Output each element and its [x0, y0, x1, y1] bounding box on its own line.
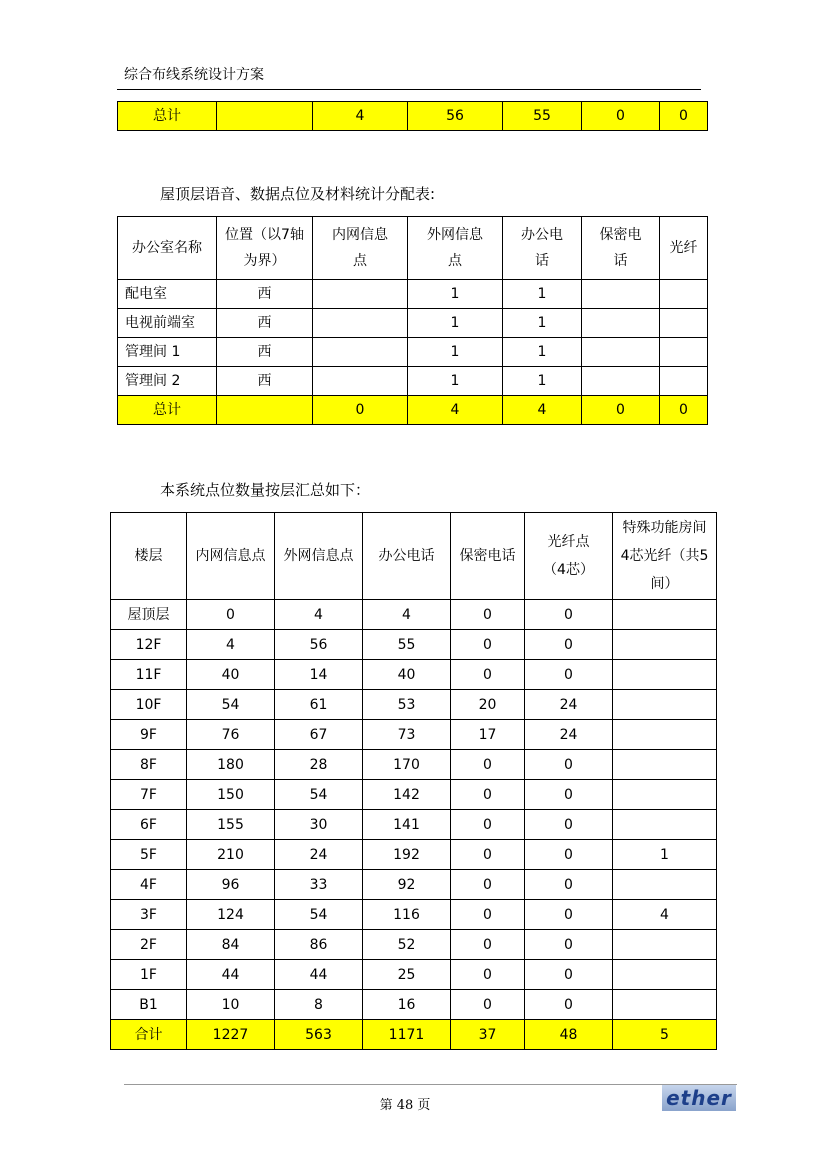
table-cell: 0 [525, 660, 613, 690]
table-row [111, 780, 717, 810]
table-cell: 西 [217, 338, 313, 367]
table-cell [582, 338, 660, 367]
table-cell [613, 990, 717, 1020]
table-cell: 0 [451, 750, 525, 780]
table-cell: 12F [111, 630, 187, 660]
table-row [111, 690, 717, 720]
column-header: 办公电话 [503, 217, 582, 280]
table-cell: 24 [525, 720, 613, 750]
table-cell: 1 [408, 309, 503, 338]
table-cell: 40 [187, 660, 275, 690]
table-cell: 4 [363, 600, 451, 630]
table-cell: 48 [525, 1020, 613, 1050]
table-row-total [118, 396, 708, 425]
table-cell: 40 [363, 660, 451, 690]
table-cell: 8 [275, 990, 363, 1020]
table-cell: 0 [660, 396, 708, 425]
table-cell: 0 [451, 900, 525, 930]
table-cell: 1 [408, 367, 503, 396]
table-cell: 4 [408, 396, 503, 425]
floor-summary-heading: 本系统点位数量按层汇总如下： [160, 481, 371, 499]
column-header: 楼层 [111, 513, 187, 600]
table-cell [613, 600, 717, 630]
table-cell: 0 [451, 600, 525, 630]
table-row [111, 600, 717, 630]
table-cell: 54 [275, 900, 363, 930]
table-cell: 14 [275, 660, 363, 690]
table-cell: 180 [187, 750, 275, 780]
table-cell: 4F [111, 870, 187, 900]
table-cell: 170 [363, 750, 451, 780]
rooftop-table-heading: 屋顶层语音、数据点位及材料统计分配表: [160, 185, 436, 203]
column-header: 保密电话 [451, 513, 525, 600]
table-cell: 55 [503, 102, 582, 131]
column-header: 办公电话 [363, 513, 451, 600]
table-cell: 4 [187, 630, 275, 660]
table-row [111, 990, 717, 1020]
table-cell: 0 [525, 780, 613, 810]
table-cell [217, 102, 313, 131]
table-cell: 56 [408, 102, 503, 131]
table-cell: 142 [363, 780, 451, 810]
table-cell: 16 [363, 990, 451, 1020]
table-row [111, 900, 717, 930]
table-cell [217, 396, 313, 425]
table-cell: 1 [503, 367, 582, 396]
table-cell: 0 [451, 780, 525, 810]
table-cell [613, 810, 717, 840]
table-cell: 0 [582, 102, 660, 131]
column-header: 办公室名称 [118, 217, 217, 280]
table-header-row [118, 217, 708, 280]
table-cell: 1 [503, 338, 582, 367]
table-cell: 4 [503, 396, 582, 425]
table-cell: 1 [613, 840, 717, 870]
column-header: 特殊功能房间4芯光纤（共5间） [613, 513, 717, 600]
table-cell: 管理间 1 [118, 338, 217, 367]
table-cell: 屋顶层 [111, 600, 187, 630]
table-cell: 67 [275, 720, 363, 750]
table-cell: 0 [525, 840, 613, 870]
table-cell [613, 660, 717, 690]
table-cell: 150 [187, 780, 275, 810]
table-cell: 3F [111, 900, 187, 930]
table-cell [660, 367, 708, 396]
table-cell: 73 [363, 720, 451, 750]
table-cell: 2F [111, 930, 187, 960]
table-row [111, 840, 717, 870]
column-header: 保密电话 [582, 217, 660, 280]
footer-rule [124, 1084, 737, 1085]
header-rule [117, 89, 701, 90]
table-cell: 563 [275, 1020, 363, 1050]
table-cell: 53 [363, 690, 451, 720]
previous-floor-total-table [117, 101, 708, 131]
table-row [111, 660, 717, 690]
table-cell: 0 [582, 396, 660, 425]
column-header: 内网信息点 [313, 217, 408, 280]
table-cell: 124 [187, 900, 275, 930]
table-cell: 10 [187, 990, 275, 1020]
table-cell [613, 870, 717, 900]
table-cell [582, 280, 660, 309]
table-cell: 0 [525, 870, 613, 900]
table-cell [613, 750, 717, 780]
table-cell: 24 [275, 840, 363, 870]
table-cell: 55 [363, 630, 451, 660]
table-cell: 0 [525, 990, 613, 1020]
table-cell: 54 [187, 690, 275, 720]
table-cell: 0 [525, 960, 613, 990]
table-cell [613, 720, 717, 750]
table-cell [613, 690, 717, 720]
table-cell [313, 338, 408, 367]
column-header: 位置（以7轴为界） [217, 217, 313, 280]
table-cell: 西 [217, 280, 313, 309]
table-cell: 0 [525, 900, 613, 930]
table-cell: 6F [111, 810, 187, 840]
table-cell: 155 [187, 810, 275, 840]
table-cell: 1 [408, 338, 503, 367]
table-cell [660, 338, 708, 367]
table-cell: 30 [275, 810, 363, 840]
table-cell: 1F [111, 960, 187, 990]
table-cell: 0 [525, 930, 613, 960]
table-row [118, 338, 708, 367]
ether-logo: ether [662, 1085, 736, 1111]
table-cell: 52 [363, 930, 451, 960]
table-cell: 管理间 2 [118, 367, 217, 396]
table-row [118, 309, 708, 338]
table-cell: 0 [525, 600, 613, 630]
table-cell: 44 [275, 960, 363, 990]
table-cell: 0 [451, 930, 525, 960]
table-cell: 0 [187, 600, 275, 630]
table-row [111, 750, 717, 780]
table-cell: 28 [275, 750, 363, 780]
table-cell: 1 [503, 280, 582, 309]
table-cell: 33 [275, 870, 363, 900]
table-cell: 4 [313, 102, 408, 131]
table-row [111, 810, 717, 840]
table-cell: 210 [187, 840, 275, 870]
table-cell: 0 [451, 990, 525, 1020]
table-cell: 0 [525, 630, 613, 660]
table-cell: 4 [275, 600, 363, 630]
table-cell: 0 [451, 810, 525, 840]
document-header-title: 综合布线系统设计方案 [124, 67, 264, 83]
table-cell: 92 [363, 870, 451, 900]
table-cell: 84 [187, 930, 275, 960]
rooftop-distribution-table [117, 216, 708, 425]
table-cell: 11F [111, 660, 187, 690]
table-cell: 5 [613, 1020, 717, 1050]
table-cell: 20 [451, 690, 525, 720]
table-cell [582, 367, 660, 396]
table-cell [613, 960, 717, 990]
table-row-total [118, 102, 708, 131]
table-cell: 76 [187, 720, 275, 750]
table-cell: 56 [275, 630, 363, 660]
table-cell [313, 367, 408, 396]
table-row [111, 630, 717, 660]
table-cell: 1 [408, 280, 503, 309]
table-header-row [111, 513, 717, 600]
table-cell: 4 [613, 900, 717, 930]
table-cell: 96 [187, 870, 275, 900]
table-cell: 61 [275, 690, 363, 720]
table-cell [613, 780, 717, 810]
column-header: 内网信息点 [187, 513, 275, 600]
table-cell: 0 [525, 750, 613, 780]
table-cell [613, 630, 717, 660]
table-cell: 54 [275, 780, 363, 810]
table-cell: 0 [451, 660, 525, 690]
table-row-total [111, 1020, 717, 1050]
table-cell: 0 [451, 630, 525, 660]
table-cell: 0 [313, 396, 408, 425]
table-cell: 1227 [187, 1020, 275, 1050]
column-header: 光纤 [660, 217, 708, 280]
table-cell [660, 309, 708, 338]
table-cell: 1 [503, 309, 582, 338]
table-cell: 37 [451, 1020, 525, 1050]
table-cell: 总计 [118, 102, 217, 131]
table-cell: 141 [363, 810, 451, 840]
column-header: 光纤点（4芯） [525, 513, 613, 600]
table-cell: 86 [275, 930, 363, 960]
table-cell: 8F [111, 750, 187, 780]
page-number: 第 48 页 [379, 1098, 431, 1113]
table-cell: 192 [363, 840, 451, 870]
table-row [118, 280, 708, 309]
table-cell: 0 [451, 840, 525, 870]
table-cell: 西 [217, 367, 313, 396]
table-cell: 0 [451, 870, 525, 900]
table-cell: 合计 [111, 1020, 187, 1050]
table-cell: 1171 [363, 1020, 451, 1050]
table-cell: 25 [363, 960, 451, 990]
table-row [118, 367, 708, 396]
table-cell: 0 [525, 810, 613, 840]
table-cell: 0 [451, 960, 525, 990]
table-cell: B1 [111, 990, 187, 1020]
table-cell: 10F [111, 690, 187, 720]
table-cell [582, 309, 660, 338]
floor-summary-table [110, 512, 717, 1050]
column-header: 外网信息点 [275, 513, 363, 600]
table-cell [313, 280, 408, 309]
table-cell: 5F [111, 840, 187, 870]
table-cell: 9F [111, 720, 187, 750]
table-cell: 0 [660, 102, 708, 131]
table-row [111, 960, 717, 990]
table-cell [313, 309, 408, 338]
table-cell [660, 280, 708, 309]
table-cell: 44 [187, 960, 275, 990]
table-cell [613, 930, 717, 960]
table-row [111, 930, 717, 960]
table-cell: 配电室 [118, 280, 217, 309]
table-cell: 西 [217, 309, 313, 338]
table-cell: 17 [451, 720, 525, 750]
table-row [111, 870, 717, 900]
table-cell: 7F [111, 780, 187, 810]
table-row [111, 720, 717, 750]
column-header: 外网信息点 [408, 217, 503, 280]
table-cell: 116 [363, 900, 451, 930]
table-cell: 总计 [118, 396, 217, 425]
table-cell: 24 [525, 690, 613, 720]
table-cell: 电视前端室 [118, 309, 217, 338]
